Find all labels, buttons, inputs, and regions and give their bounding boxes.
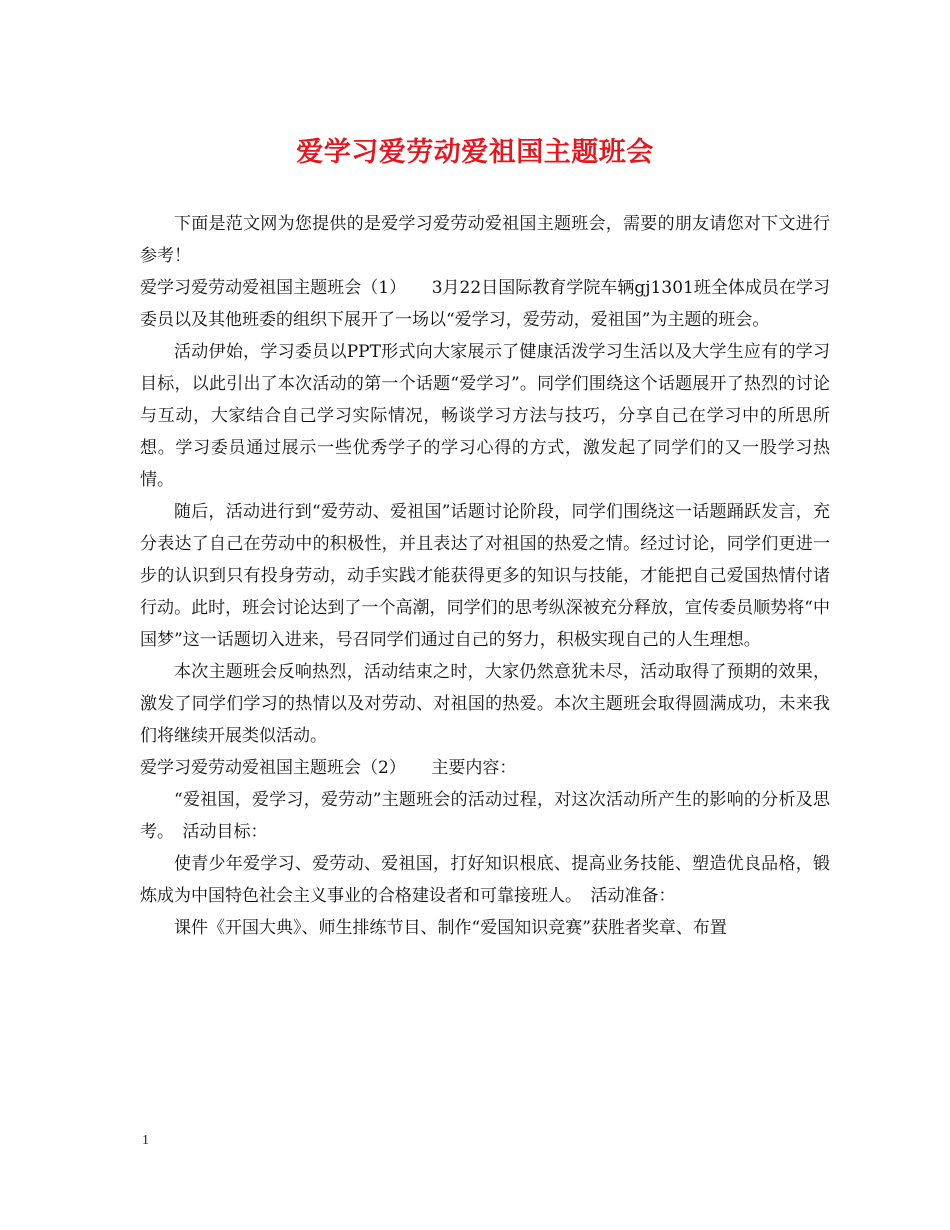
paragraph-intro: 下面是范文网为您提供的是爱学习爱劳动爱祖国主题班会，需要的朋友请您对下文进行参考！ [140,214,830,266]
paragraph-activity-goal: 使青少年爱学习、爱劳动、爱祖国，打好知识根底、提高业务技能、塑造优良品格，锻炼成为中国特色社会主义事业的合格建设者和可靠接班人。 活动准备： [140,854,830,906]
document-title: 爱学习爱劳动爱祖国主题班会 [296,137,654,168]
paragraph-activity-prep: 课件《开国大典》、师生排练节目、制作“爱国知识竞赛”获胜者奖章、布置 [174,918,727,938]
paragraph-main-content: “爱祖国，爱学习，爱劳动”主题班会的活动过程，对这次活动所产生的影响的分析及思考。 活动目标： [140,790,830,842]
paragraph-section-2-heading: 爱学习爱劳动爱祖国主题班会（2） 主要内容： [140,758,517,778]
document-body [140,208,830,944]
paragraph-love-labor-country: 随后，活动进行到“爱劳动、爱祖国”话题讨论阶段，同学们围绕这一话题踊跃发言，充分表达了自己在劳动中的积极性，并且表达了对祖国的热爱之情。经过讨论，同学们更进一步的认识到只有投身劳动，动手实践才能获得更多的知识与技能，才能把自己爱国热情付诸行动。此时，班会讨论达到了一个高潮，同学们的思考纵深被充分释放，宣传委员顺势将“中国梦”这一话题切入进来，号召同学们通过自己的努力，积极实现自己的人生理想。 [140,502,830,650]
page-number: 1 [142,1133,149,1148]
paragraph-conclusion: 本次主题班会反响热烈，活动结束之时，大家仍然意犹未尽，活动取得了预期的效果，激发了同学们学习的热情以及对劳动、对祖国的热爱。本次主题班会取得圆满成功，未来我们将继续开展类似活动。 [140,662,830,746]
paragraph-section-1-heading: 爱学习爱劳动爱祖国主题班会（1） 3月22日国际教育学院车辆gj1301班全体成员在学习委员以及其他班委的组织下展开了一场以“爱学习，爱劳动，爱祖国”为主题的班会。 [140,278,830,330]
paragraph-love-study: 活动伊始，学习委员以PPT形式向大家展示了健康活泼学习生活以及大学生应有的学习目标，以此引出了本次活动的第一个话题“爱学习”。同学们围绕这个话题展开了热烈的讨论与互动，大家结合自己学习实际情况，畅谈学习方法与技巧，分享自己在学习中的所思所想。学习委员通过展示一些优秀学子的学习心得的方式，激发起了同学们的又一股学习热情。 [140,342,830,490]
